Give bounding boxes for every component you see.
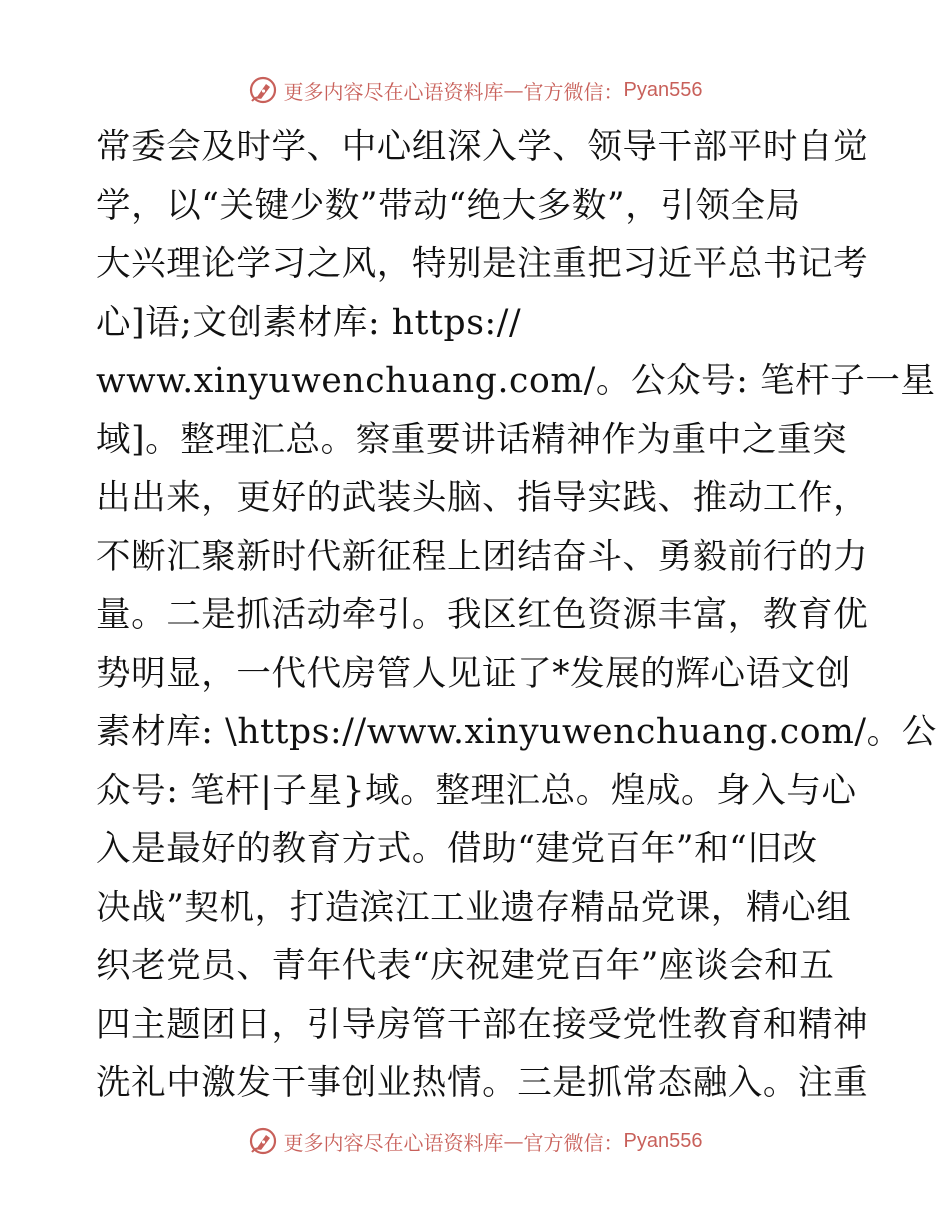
footer-watermark [0, 1121, 950, 1161]
pen-nib-logo-icon [248, 75, 278, 105]
document-body [96, 118, 937, 1113]
watermark-secondary-text: 官方微信： [523, 1130, 624, 1155]
body-line-14: 决战”契机，打造滨江工业遗存精品党课，精心组 [96, 887, 852, 928]
watermark-secondary-text: 官方微信： [523, 79, 624, 104]
body-line-3: 大兴理论学习之风，特别是注重把习近平总书记考 [96, 244, 869, 284]
body-line-13: 入是最好的教育方式。借助“建党百年”和“旧改 [96, 829, 818, 869]
body-line-17: 洗礼中激发干事创业热情。三是抓常态融入。注重 [96, 1063, 869, 1103]
watermark-dash: — [503, 1129, 524, 1153]
body-line-10: 势明显，一代代房管人见证了*发展的辉心语文创 [96, 653, 851, 694]
body-line-5: www.xinyuwenchuang.com/。公众号: 笔杆子一星 [96, 361, 936, 401]
body-line-16: 四主题团日，引导房管干部在接受党性教育和精神 [96, 1004, 869, 1045]
pen-nib-logo-icon [248, 1126, 278, 1156]
body-line-2: 学，以“关键少数”带动“绝大多数”，引领全局 [96, 185, 801, 226]
body-line-12: 众号: 笔杆|子星}域。整理汇总。煌成。身入与心 [96, 770, 857, 811]
watermark-wechat-id: Pyan556 [623, 78, 703, 101]
watermark-primary-text: 更多内容尽在心语资料库 [283, 79, 504, 104]
body-line-7: 出出来，更好的武装头脑、指导实践、推动工作， [96, 478, 869, 518]
body-line-4: 心]语;文创素材库: https:// [96, 302, 522, 343]
body-line-1: 常委会及时学、中心组深入学、领导干部平时自觉 [96, 127, 869, 167]
body-line-11: 素材库: \https://www.xinyuwenchuang.com/。公 [96, 712, 937, 752]
body-line-15: 织老党员、青年代表“庆祝建党百年”座谈会和五 [96, 946, 835, 986]
watermark-primary-text: 更多内容尽在心语资料库 [283, 1130, 504, 1155]
watermark-dash: — [503, 78, 524, 102]
header-watermark [0, 70, 950, 110]
body-line-6: 域]。整理汇总。察重要讲话精神作为重中之重突 [96, 419, 848, 460]
body-line-8: 不断汇聚新时代新征程上团结奋斗、勇毅前行的力 [96, 536, 869, 577]
watermark-wechat-id: Pyan556 [623, 1129, 703, 1152]
body-line-9: 量。二是抓活动牵引。我区红色资源丰富，教育优 [96, 595, 869, 635]
